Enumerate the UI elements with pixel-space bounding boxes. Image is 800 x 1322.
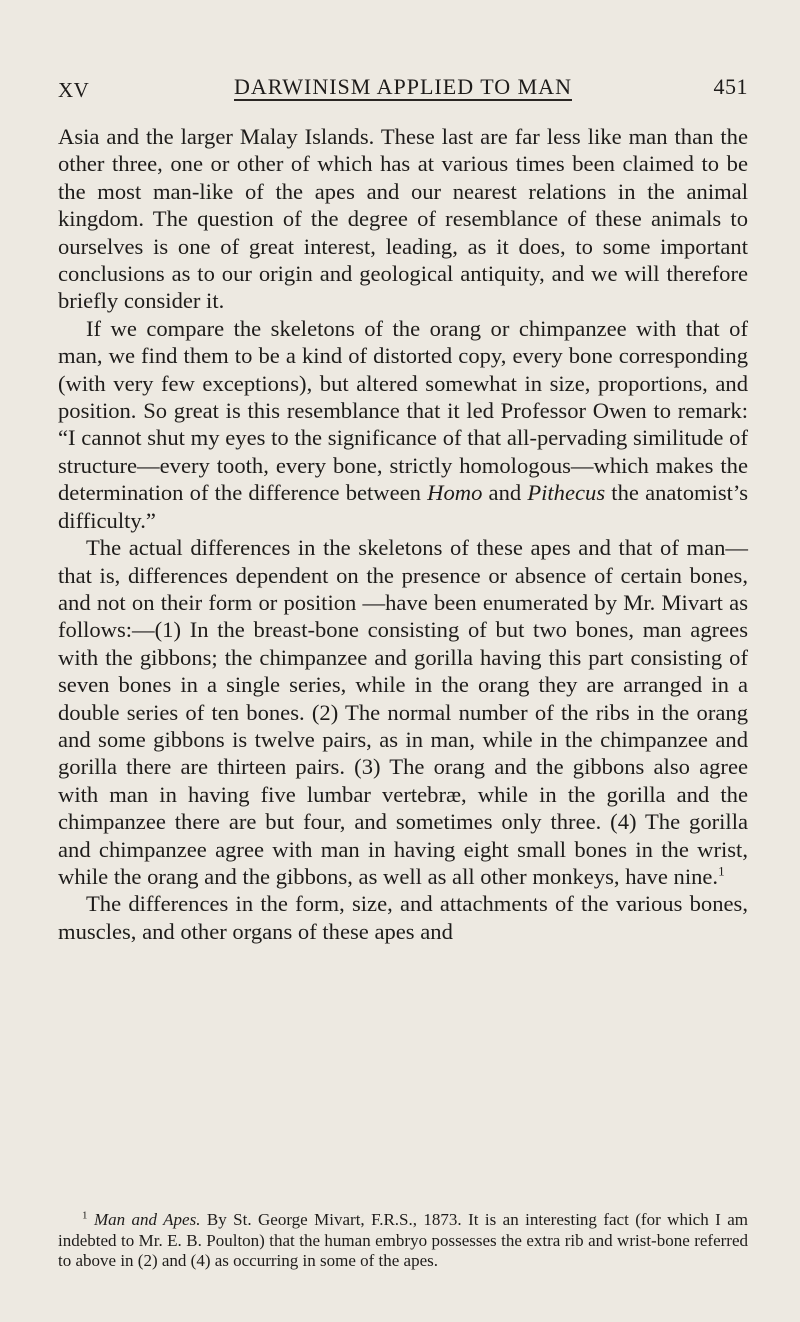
footnote-body: By St. George Mivart, F.R.S., 1873. It is an interesting fact (for which I am indebted to Mr. E. B. Poulton) that the human embryo possesses the extra rib and wrist-bone referred to above in (2) and (4) as occurring in some of the apes. — [58, 1210, 749, 1270]
footnote-title: Man and Apes. — [93, 1210, 201, 1229]
running-title — [58, 74, 748, 100]
paragraph-2-part-b: the anatomist’s difficulty.” — [58, 480, 748, 533]
chapter-number: XV — [58, 78, 90, 102]
paragraph-2-part-a: If we compare the skeletons of the orang or chimpanzee with that of man, we find them to be a kind of distorted copy, every bone corresponding (with very few exceptions), but altered somewhat in size, proportions, and position. So great is this resemblance that it led Professor Owen to remark: “I cannot shut my eyes to the significance of that all-pervading similitude of structure—every tooth, every bone, strictly homologous—which makes the determination of the difference between — [58, 315, 748, 506]
footnote-marker: 1 — [82, 1209, 88, 1222]
footnote-text — [58, 1210, 748, 1272]
footnote-reference[interactable]: 1 — [718, 863, 725, 879]
paragraph-3-text: The actual differences in the skeletons of these apes and that of man—that is, differences dependent on the presence or absence of certain bones, and not on their form or position —have been enumerated by Mr. Mivart as follows:—(1) In the breast-bone consisting of but two bones, man agrees with the gibbons; the chimpanzee and gorilla having this part consisting of seven bones in a single series, while in the orang they are arranged in a double series of ten bones. (2) The normal number of the ribs in the orang and some gibbons is twelve pairs, as in man, while in the chimpanzee and gorilla there are thirteen pairs. (3) The orang and the gibbons also agree with man in having five lumbar vertebræ, while in the gorilla and the chimpanzee there are but four, and sometimes only three. (4) The gorilla and chimpanzee agree with man in having eight small bones in the wrist, while the orang and the gibbons, as well as all other monkeys, have nine. — [58, 535, 748, 889]
page-header — [58, 74, 748, 104]
paragraph-3 — [58, 534, 748, 890]
paragraph-4: The differences in the form, size, and attachments of the various bones, muscles, and other organs of these apes and — [58, 891, 748, 944]
body-text — [58, 123, 748, 945]
term-pithecus: Pithecus — [527, 480, 606, 506]
term-homo: Homo — [427, 480, 483, 506]
footnote — [58, 1210, 748, 1272]
paragraph-2 — [58, 315, 748, 534]
page-number: 451 — [713, 74, 748, 99]
running-title-text: DARWINISM APPLIED TO MAN — [234, 74, 572, 99]
paragraph-2-and: and — [482, 480, 528, 506]
paragraph-1: Asia and the larger Malay Islands. These last are far less like man than the other three, one or other of which has at various times been claimed to be the most man-like of the apes and our nearest relations in the animal kingdom. The question of the degree of resemblance of these animals to ourselves is one of great interest, leading, as it does, to some important conclusions as to our origin and geological antiquity, and we will therefore briefly consider it. — [58, 124, 748, 314]
